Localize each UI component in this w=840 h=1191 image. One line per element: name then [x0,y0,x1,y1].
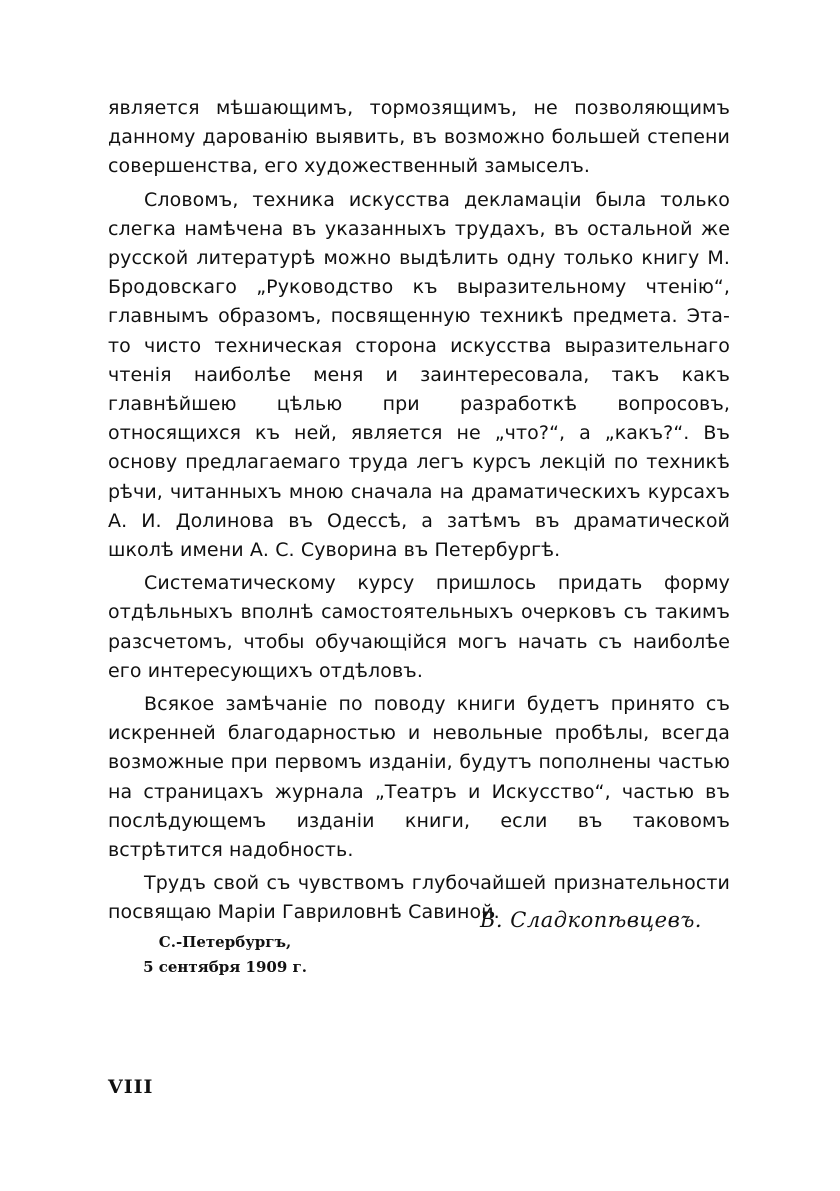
date-line: 5 сентября 1909 г. [143,958,307,976]
author-signature: В. Сладкопѣвцевъ. [480,908,702,932]
paragraph-technique: Словомъ, техника искусства декламаціи была только слегка намѣчена въ указанныхъ трудахъ, въ остальной же русской литературѣ можно выдѣлить одну только книгу М. Бродовскаго „Руководство къ выразительному чтенію“, главнымъ образомъ, посвященную техникѣ предмета. Эта-то чисто техническая сторона искусства выразительнаго чтенія наиболѣе меня и заинтересовала, такъ какъ главнѣйшею цѣлью при разработкѣ вопросовъ, относящихся къ ней, является не „что?“, а „какъ?“. Въ основу предлагаемаго труда легъ курсъ лекцій по техникѣ рѣчи, читанныхъ мною сначала на драматическихъ курсахъ А. И. Долинова въ Одессѣ, а затѣмъ въ драматической школѣ имени А. С. Суворина въ Петербургѣ. [108,188,730,562]
paragraph-dedication: Трудъ свой съ чувствомъ глубочайшей признательности посвящаю Маріи Гавриловнѣ Савиной. [108,872,730,924]
place-date-block [140,930,310,980]
paragraph-continuation: является мѣшающимъ, тормозящимъ, не позволяющимъ данному дарованію выявить, въ возможно большей степени совершенства, его художественный замыселъ. [108,97,730,178]
paragraph-feedback: Всякое замѣчаніе по поводу книги будетъ принято съ искренней благодарностью и невольные пробѣлы, всегда возможные при первомъ изданіи, будутъ пополнены частью на страницахъ журнала „Театръ и Искусство“, частью въ послѣдующемъ изданіи книги, если въ таковомъ встрѣтится надобность. [108,693,730,862]
body-text [108,94,730,932]
paragraph-course-form: Систематическому курсу пришлось придать форму отдѣльныхъ вполнѣ самостоятельныхъ очерковъ съ такимъ разсчетомъ, чтобы обучающійся могъ начать съ наиболѣе его интересующихъ отдѣловъ. [108,572,730,682]
place-line: С.-Петербургъ, [158,933,292,951]
page-number: VIII [108,1076,154,1098]
